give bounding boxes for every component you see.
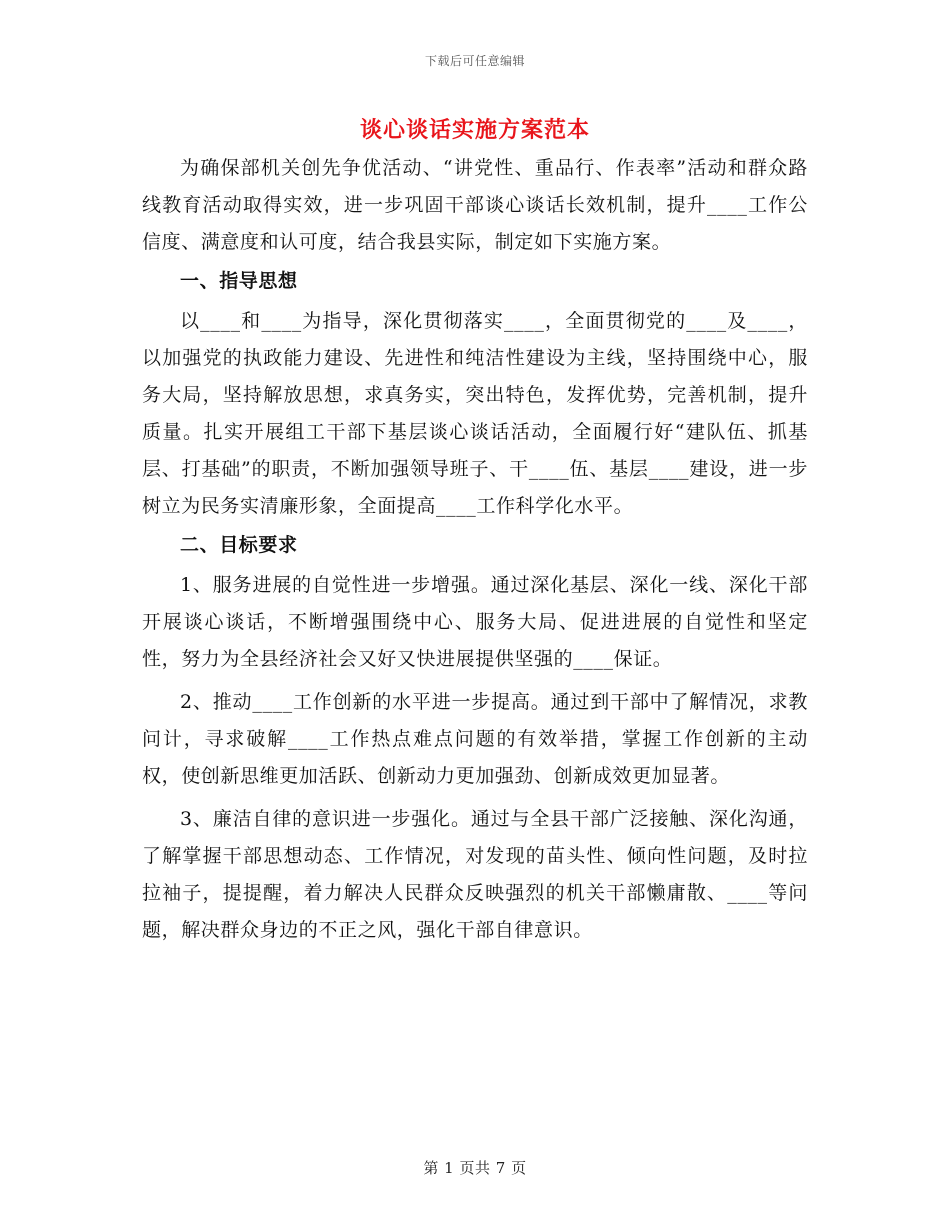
section-heading-goals: 二、目标要求	[180, 534, 298, 556]
section-heading-guiding-ideology: 一、指导思想	[180, 270, 298, 292]
goal-item-1: 1、服务进展的自觉性进一步增强。通过深化基层、深化一线、深化干部开展谈心谈话，不断增强围绕中心、服务大局、促进进展的自觉性和坚定性，努力为全县经济社会又好又快进展提供坚强的____保证。	[142, 574, 808, 670]
intro-paragraph: 为确保部机关创先争优活动、“讲党性、重品行、作表率”活动和群众路线教育活动取得实效，进一步巩固干部谈心谈话长效机制，提升____工作公信度、满意度和认可度，结合我县实际，制定如下实施方案。	[142, 157, 808, 253]
document-body	[142, 150, 808, 949]
page-number-footer: 第 1 页共 7 页	[423, 1159, 527, 1177]
document-title: 谈心谈话实施方案范本	[359, 117, 590, 143]
goal-item-2: 2、推动____工作创新的水平进一步提高。通过到干部中了解情况，求教问计，寻求破解____工作热点难点问题的有效举措，掌握工作创新的主动权，使创新思维更加活跃、创新动力更加强劲、创新成效更加显著。	[142, 691, 808, 787]
goal-item-3: 3、廉洁自律的意识进一步强化。通过与全县干部广泛接触、深化沟通，了解掌握干部思想动态、工作情况，对发现的苗头性、倾向性问题，及时拉拉袖子，提提醒，着力解决人民群众反映强烈的机关干部懒庸散、____等问题，解决群众身边的不正之风，强化干部自律意识。	[142, 808, 808, 941]
header-note: 下载后可任意编辑	[424, 54, 525, 68]
guiding-ideology-paragraph: 以____和____为指导，深化贯彻落实____，全面贯彻党的____及____，以加强党的执政能力建设、先进性和纯洁性建设为主线，坚持围绕中心，服务大局，坚持解放思想，求真务实，突出特色，发挥优势，完善机制，提升质量。扎实开展组工干部下基层谈心谈话活动，全面履行好“建队伍、抓基层、打基础”的职责，不断加强领导班子、干____伍、基层____建设，进一步树立为民务实清廉形象，全面提高____工作科学化水平。	[142, 310, 808, 517]
